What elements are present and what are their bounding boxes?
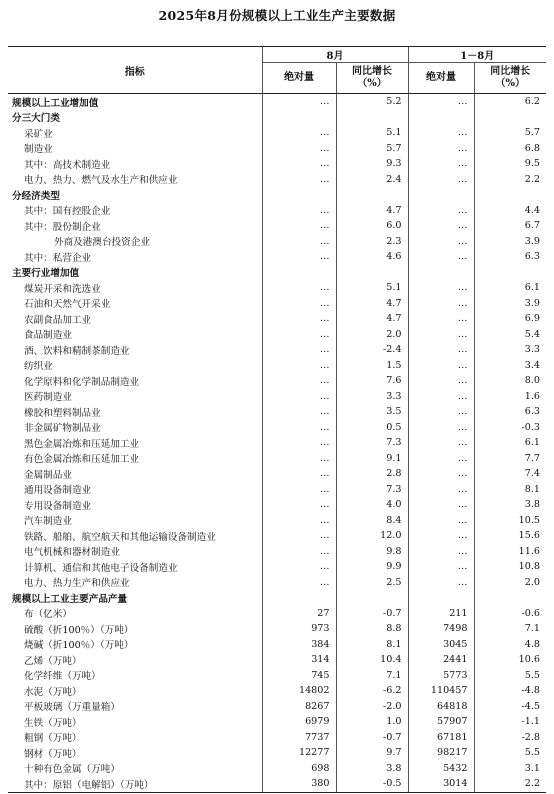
month-absolute-cell: …	[319, 468, 330, 480]
ytd-absolute-cell: …	[408, 234, 474, 250]
month-growth-cell: 8.4	[336, 513, 408, 529]
row-label: 制造业	[8, 141, 262, 157]
table-row	[8, 575, 546, 591]
month-growth-cell: 9.1	[336, 451, 408, 467]
month-absolute-cell: 380	[262, 776, 336, 792]
ytd-growth-cell: 6.1	[474, 280, 546, 296]
month-growth-cell: -2.0	[336, 699, 408, 715]
row-label: 其中：原铝（电解铝）（万吨）	[8, 776, 262, 792]
ytd-absolute-cell: 64818	[408, 699, 474, 715]
table-body	[8, 94, 546, 793]
month-growth-cell: 0.5	[336, 420, 408, 436]
ytd-growth-cell: 8.0	[474, 373, 546, 389]
indicator-header: 指标	[8, 47, 262, 94]
ytd-growth-cell: 3.8	[474, 497, 546, 513]
table-row	[8, 652, 546, 668]
month-growth-cell: 1.0	[336, 714, 408, 730]
month-absolute-cell: …	[319, 483, 330, 495]
ytd-growth-cell	[474, 187, 546, 203]
month-growth-cell: 10.4	[336, 652, 408, 668]
row-label: 计算机、通信和其他电子设备制造业	[8, 559, 262, 575]
month-absolute-cell: 12277	[298, 747, 330, 759]
month-absolute-cell: 6979	[305, 716, 330, 728]
ytd-absolute-cell: …	[408, 249, 474, 265]
section-row	[8, 590, 546, 606]
month-absolute-cell: …	[319, 96, 330, 108]
growth-header-line2: （%）	[357, 78, 387, 89]
table-row	[8, 497, 546, 513]
ytd-growth-cell: -0.6	[474, 606, 546, 622]
month-absolute-cell: …	[319, 328, 330, 340]
month-growth-cell: 7.6	[336, 373, 408, 389]
month-growth-cell: 2.5	[336, 575, 408, 591]
ytd-absolute-cell: …	[408, 544, 474, 560]
ytd-growth-cell: 5.4	[474, 327, 546, 343]
table-row	[8, 699, 546, 715]
month-absolute-cell: …	[319, 297, 330, 309]
month-absolute-cell: …	[319, 344, 330, 356]
table-row	[8, 156, 546, 172]
ytd-growth-cell: -0.3	[474, 420, 546, 436]
ytd-absolute-cell: …	[408, 528, 474, 544]
ytd-absolute-cell: 5432	[408, 761, 474, 777]
row-label: 通用设备制造业	[8, 482, 262, 498]
ytd-absolute-cell	[408, 110, 474, 126]
month-absolute-cell: …	[319, 421, 330, 433]
table-row	[8, 559, 546, 575]
month-absolute-cell: …	[319, 251, 330, 263]
row-label: 铁路、船舶、航空航天和其他运输设备制造业	[8, 528, 262, 544]
month-growth-cell: -0.7	[336, 606, 408, 622]
month-absolute-cell: 384	[311, 638, 330, 650]
table-row	[8, 358, 546, 374]
ytd-absolute-cell	[408, 265, 474, 281]
row-label: 平板玻璃（万重量箱）	[8, 699, 262, 715]
row-label: 粗钢（万吨）	[8, 730, 262, 746]
row-label: 烧碱（折100％）（万吨）	[8, 637, 262, 653]
table-row	[8, 513, 546, 529]
month-absolute-cell: …	[319, 452, 330, 464]
ytd-growth-cell: 6.3	[474, 404, 546, 420]
table-row	[8, 249, 546, 265]
ytd-growth-cell: -1.1	[474, 714, 546, 730]
ytd-absolute-cell: …	[408, 311, 474, 327]
month-growth-header	[336, 63, 408, 94]
table-row	[8, 327, 546, 343]
table-row	[8, 683, 546, 699]
ytd-absolute-cell: …	[408, 420, 474, 436]
ytd-absolute-cell: 7498	[408, 621, 474, 637]
row-label: 黑色金属冶炼和压延加工业	[8, 435, 262, 451]
month-growth-cell: 4.7	[336, 311, 408, 327]
month-growth-cell: -6.2	[336, 683, 408, 699]
table-row	[8, 606, 546, 622]
row-label: 分三大门类	[8, 110, 262, 126]
ytd-absolute-cell: 57907	[408, 714, 474, 730]
month-absolute-cell: …	[319, 127, 330, 139]
month-absolute-cell: …	[319, 359, 330, 371]
ytd-absolute-cell: …	[408, 156, 474, 172]
ytd-growth-cell: 7.4	[474, 466, 546, 482]
ytd-growth-cell: 3.9	[474, 234, 546, 250]
month-absolute-cell: …	[319, 499, 330, 511]
table-row	[8, 141, 546, 157]
month-absolute-cell: …	[319, 158, 330, 170]
table-row	[8, 280, 546, 296]
table-row	[8, 466, 546, 482]
ytd-growth-header	[474, 63, 546, 94]
section-row	[8, 187, 546, 203]
row-label: 其中：私营企业	[8, 249, 262, 265]
row-label: 其中：国有控股企业	[8, 203, 262, 219]
month-absolute-cell: …	[319, 204, 330, 216]
row-label: 金属制品业	[8, 466, 262, 482]
row-label: 农副食品加工业	[8, 311, 262, 327]
table-row	[8, 125, 546, 141]
month-absolute-cell: 7737	[305, 731, 330, 743]
table-row	[8, 761, 546, 777]
month-growth-cell: 9.3	[336, 156, 408, 172]
table-row	[8, 621, 546, 637]
ytd-growth-cell: 3.1	[474, 761, 546, 777]
row-label: 主要行业增加值	[8, 265, 262, 281]
month-header: 8月	[262, 47, 408, 63]
table-row	[8, 373, 546, 389]
ytd-absolute-cell: 211	[408, 606, 474, 622]
row-label: 乙烯（万吨）	[8, 652, 262, 668]
row-label: 外商及港澳台投资企业	[8, 234, 262, 250]
ytd-absolute-cell: …	[408, 373, 474, 389]
month-growth-cell: -0.5	[336, 776, 408, 792]
month-growth-cell	[336, 110, 408, 126]
ytd-absolute-cell: …	[408, 296, 474, 312]
ytd-growth-cell: 5.7	[474, 125, 546, 141]
month-growth-cell: 5.1	[336, 280, 408, 296]
table-row	[8, 544, 546, 560]
ytd-absolute-cell: …	[408, 125, 474, 141]
table-row	[8, 668, 546, 684]
month-absolute-cell: …	[319, 545, 330, 557]
section-row	[8, 110, 546, 126]
table-row	[8, 389, 546, 405]
month-absolute-cell	[262, 187, 336, 203]
row-label: 食品制造业	[8, 327, 262, 343]
ytd-growth-cell: 6.9	[474, 311, 546, 327]
row-label: 其中：高技术制造业	[8, 156, 262, 172]
ytd-absolute-cell: …	[408, 172, 474, 188]
month-absolute-cell: …	[319, 142, 330, 154]
ytd-growth-cell: 3.9	[474, 296, 546, 312]
ytd-absolute-cell: …	[408, 389, 474, 405]
ytd-growth-cell: 6.7	[474, 218, 546, 234]
table-row	[8, 451, 546, 467]
row-label: 采矿业	[8, 125, 262, 141]
ytd-absolute-cell: …	[408, 435, 474, 451]
ytd-absolute-cell: …	[408, 141, 474, 157]
ytd-growth-cell: 3.4	[474, 358, 546, 374]
table-row	[8, 776, 546, 792]
ytd-header: 1－8月	[408, 47, 546, 63]
ytd-growth-cell: 6.3	[474, 249, 546, 265]
growth-header-line1: 同比增长	[352, 66, 392, 77]
ytd-growth-cell: 6.8	[474, 141, 546, 157]
ytd-absolute-cell: 3045	[408, 637, 474, 653]
row-label: 钢材（万吨）	[8, 745, 262, 761]
ytd-growth-cell: -2.8	[474, 730, 546, 746]
table-row	[8, 342, 546, 358]
row-label: 煤炭开采和洗选业	[8, 280, 262, 296]
row-label: 生铁（万吨）	[8, 714, 262, 730]
growth-header-line1: 同比增长	[490, 66, 531, 77]
row-label: 电力、热力生产和供应业	[8, 575, 262, 591]
month-growth-cell: 5.2	[336, 94, 408, 110]
ytd-absolute-cell: …	[408, 482, 474, 498]
ytd-absolute-cell: …	[408, 280, 474, 296]
row-label: 规模以上工业增加值	[8, 94, 262, 110]
month-growth-cell: 6.0	[336, 218, 408, 234]
table-row	[8, 172, 546, 188]
month-growth-cell: 9.8	[336, 544, 408, 560]
row-label: 橡胶和塑料制品业	[8, 404, 262, 420]
month-absolute-cell: …	[319, 282, 330, 294]
month-absolute-cell: …	[319, 220, 330, 232]
month-growth-cell: 3.3	[336, 389, 408, 405]
month-absolute-cell: …	[319, 390, 330, 402]
table-header	[8, 47, 546, 94]
ytd-growth-cell: 5.5	[474, 668, 546, 684]
month-absolute-header: 绝对量	[262, 63, 336, 94]
ytd-absolute-cell: …	[408, 342, 474, 358]
ytd-growth-cell: 6.2	[474, 94, 546, 110]
table-row	[8, 637, 546, 653]
ytd-absolute-header: 绝对量	[408, 63, 474, 94]
month-absolute-cell	[262, 110, 336, 126]
ytd-absolute-cell	[408, 590, 474, 606]
month-growth-cell: 12.0	[336, 528, 408, 544]
row-label: 水泥（万吨）	[8, 683, 262, 699]
month-absolute-cell: 314	[311, 654, 330, 666]
month-absolute-cell: 14802	[298, 685, 330, 697]
table-row	[8, 296, 546, 312]
ytd-absolute-cell: …	[408, 203, 474, 219]
row-label: 十种有色金属（万吨）	[8, 761, 262, 777]
table-row	[8, 528, 546, 544]
row-label: 硫酸（折100％）（万吨）	[8, 621, 262, 637]
month-growth-cell: 7.3	[336, 435, 408, 451]
ytd-growth-cell: 8.1	[474, 482, 546, 498]
month-growth-cell: 8.8	[336, 621, 408, 637]
month-absolute-cell: …	[319, 530, 330, 542]
row-label: 专用设备制造业	[8, 497, 262, 513]
table-row	[8, 218, 546, 234]
ytd-growth-cell: 11.6	[474, 544, 546, 560]
month-absolute-cell: 698	[311, 762, 330, 774]
month-growth-cell: 7.3	[336, 482, 408, 498]
table-row	[8, 420, 546, 436]
month-growth-cell: 9.7	[336, 745, 408, 761]
row-label: 分经济类型	[8, 187, 262, 203]
month-absolute-cell: …	[319, 576, 330, 588]
month-growth-cell: 5.1	[336, 125, 408, 141]
month-growth-cell: 2.4	[336, 172, 408, 188]
ytd-growth-cell: 7.7	[474, 451, 546, 467]
row-label: 非金属矿物制品业	[8, 420, 262, 436]
table-row	[8, 404, 546, 420]
month-growth-cell: 8.1	[336, 637, 408, 653]
month-absolute-cell: …	[319, 235, 330, 247]
ytd-growth-cell: 7.1	[474, 621, 546, 637]
ytd-growth-cell: -4.8	[474, 683, 546, 699]
month-growth-cell: 4.7	[336, 296, 408, 312]
month-growth-cell	[336, 590, 408, 606]
table-row	[8, 311, 546, 327]
month-growth-cell: 1.5	[336, 358, 408, 374]
month-absolute-cell: 973	[311, 623, 330, 635]
ytd-growth-cell: 15.6	[474, 528, 546, 544]
ytd-absolute-cell: 3014	[408, 776, 474, 792]
month-growth-cell	[336, 265, 408, 281]
ytd-growth-cell: 9.5	[474, 156, 546, 172]
table-row	[8, 714, 546, 730]
ytd-absolute-cell: …	[408, 358, 474, 374]
ytd-absolute-cell: …	[408, 497, 474, 513]
row-label: 有色金属冶炼和压延加工业	[8, 451, 262, 467]
row-label: 布（亿米）	[8, 606, 262, 622]
ytd-absolute-cell: …	[408, 218, 474, 234]
month-absolute-cell: …	[319, 375, 330, 387]
ytd-absolute-cell	[408, 187, 474, 203]
ytd-absolute-cell: …	[408, 94, 474, 110]
row-label: 化学原料和化学制品制造业	[8, 373, 262, 389]
ytd-absolute-cell: 98217	[408, 745, 474, 761]
row-label: 化学纤维（万吨）	[8, 668, 262, 684]
month-absolute-cell: 8267	[305, 700, 330, 712]
ytd-growth-cell: -4.5	[474, 699, 546, 715]
month-absolute-cell: 27	[317, 607, 330, 619]
ytd-absolute-cell: …	[408, 327, 474, 343]
month-absolute-cell	[262, 590, 336, 606]
row-label: 其中：股份制企业	[8, 218, 262, 234]
section-row	[8, 94, 546, 110]
row-label: 规模以上工业主要产品产量	[8, 590, 262, 606]
month-absolute-cell: 745	[311, 669, 330, 681]
ytd-absolute-cell: …	[408, 466, 474, 482]
month-growth-cell: -0.7	[336, 730, 408, 746]
ytd-absolute-cell: 5773	[408, 668, 474, 684]
month-growth-cell: 2.8	[336, 466, 408, 482]
ytd-growth-cell	[474, 590, 546, 606]
month-absolute-cell: …	[319, 514, 330, 526]
ytd-growth-cell: 10.8	[474, 559, 546, 575]
table-row	[8, 482, 546, 498]
month-growth-cell: 4.6	[336, 249, 408, 265]
ytd-growth-cell: 4.4	[474, 203, 546, 219]
section-row	[8, 265, 546, 281]
table-row	[8, 435, 546, 451]
month-growth-cell: 3.8	[336, 761, 408, 777]
ytd-growth-cell: 10.6	[474, 652, 546, 668]
industrial-data-table	[8, 46, 546, 793]
ytd-absolute-cell: 67181	[408, 730, 474, 746]
growth-header-line2: （%）	[495, 78, 526, 89]
ytd-growth-cell: 1.6	[474, 389, 546, 405]
ytd-absolute-cell: 2441	[408, 652, 474, 668]
month-growth-cell: 4.0	[336, 497, 408, 513]
month-growth-cell: 2.0	[336, 327, 408, 343]
ytd-growth-cell	[474, 265, 546, 281]
month-growth-cell: 7.1	[336, 668, 408, 684]
row-label: 石油和天然气开采业	[8, 296, 262, 312]
month-growth-cell: -2.4	[336, 342, 408, 358]
ytd-growth-cell: 4.8	[474, 637, 546, 653]
ytd-growth-cell: 2.2	[474, 776, 546, 792]
table-row	[8, 730, 546, 746]
table-row	[8, 745, 546, 761]
ytd-absolute-cell: 110457	[408, 683, 474, 699]
page-title: 2025年8月份规模以上工业生产主要数据	[158, 8, 396, 23]
ytd-absolute-cell: …	[408, 575, 474, 591]
row-label: 电力、热力、燃气及水生产和供应业	[8, 172, 262, 188]
table-row	[8, 203, 546, 219]
ytd-absolute-cell: …	[408, 451, 474, 467]
month-growth-cell: 4.7	[336, 203, 408, 219]
ytd-growth-cell: 2.2	[474, 172, 546, 188]
ytd-growth-cell: 6.1	[474, 435, 546, 451]
row-label: 汽车制造业	[8, 513, 262, 529]
row-label: 电气机械和器材制造业	[8, 544, 262, 560]
table-row	[8, 234, 546, 250]
row-label: 酒、饮料和精制茶制造业	[8, 342, 262, 358]
ytd-growth-cell: 5.5	[474, 745, 546, 761]
month-absolute-cell: …	[319, 561, 330, 573]
month-growth-cell	[336, 187, 408, 203]
month-absolute-cell: …	[319, 313, 330, 325]
ytd-growth-cell	[474, 110, 546, 126]
month-growth-cell: 5.7	[336, 141, 408, 157]
month-absolute-cell	[262, 265, 336, 281]
ytd-absolute-cell: …	[408, 404, 474, 420]
ytd-growth-cell: 2.0	[474, 575, 546, 591]
month-absolute-cell: …	[319, 437, 330, 449]
ytd-absolute-cell: …	[408, 559, 474, 575]
ytd-absolute-cell: …	[408, 513, 474, 529]
month-growth-cell: 9.9	[336, 559, 408, 575]
month-absolute-cell: …	[319, 406, 330, 418]
month-growth-cell: 3.5	[336, 404, 408, 420]
row-label: 医药制造业	[8, 389, 262, 405]
ytd-growth-cell: 3.3	[474, 342, 546, 358]
row-label: 纺织业	[8, 358, 262, 374]
month-absolute-cell: …	[319, 173, 330, 185]
ytd-growth-cell: 10.5	[474, 513, 546, 529]
month-growth-cell: 2.3	[336, 234, 408, 250]
